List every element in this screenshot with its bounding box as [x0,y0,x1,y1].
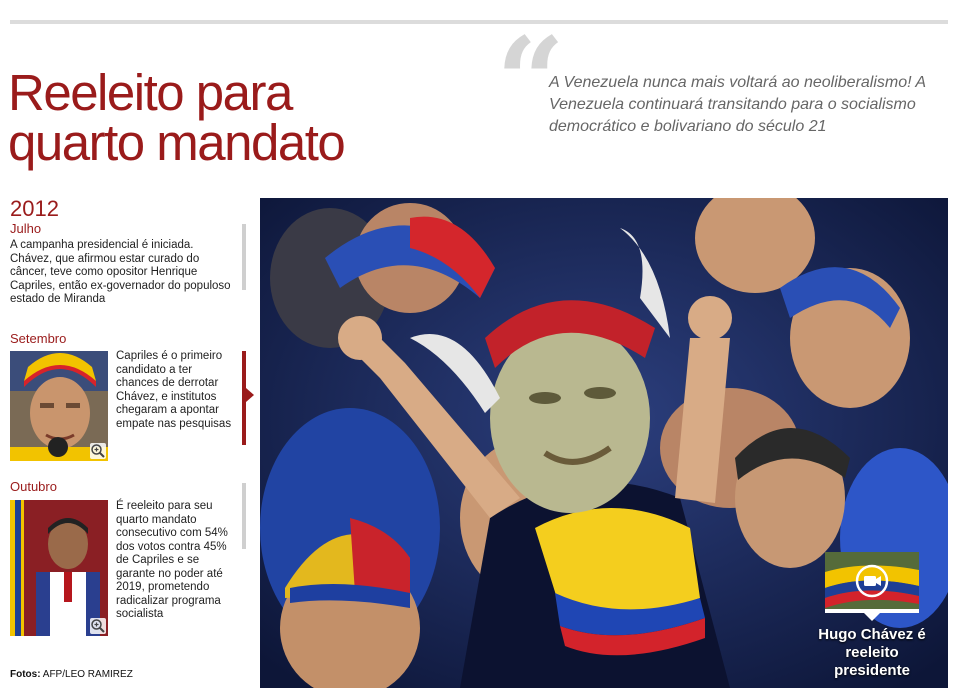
timeline-event-outubro[interactable] [10,479,235,497]
top-rule [10,20,948,24]
page-title-line-1: Reeleito para [8,64,292,121]
magnifier-plus-icon[interactable] [90,618,106,634]
chavez-photo[interactable] [10,500,108,636]
timeline-event-julho[interactable] [10,221,235,307]
photo-credit-label: Fotos: [10,669,41,680]
photo-credit [10,669,133,680]
pull-quote: A Venezuela nunca mais voltará ao neoliberalismo! A Venezuela continuará transitando para o socialismo democrático e bolivariano do século 21 [549,74,926,135]
timeline-pointer-icon [246,388,254,402]
timeline-event-setembro[interactable] [10,331,235,349]
page-title [8,64,345,171]
timeline-year: 2012 [10,196,59,221]
capriles-photo[interactable] [10,351,108,461]
flag-video-preview [825,552,919,610]
event-month: Julho [10,221,42,236]
page-title-line-2: quarto mandato [8,114,345,171]
quote-mark-icon: “ [496,11,566,152]
video-caption[interactable]: Hugo Chávez é reeleito presidente [818,626,926,679]
main-photo[interactable] [260,198,948,688]
event-text: É reeleito para seu quarto mandato consecutivo com 54% dos votos contra 45% de Capriles e se garante no poder até 2019, prometendo radicalizar programa socialista [116,500,228,620]
chavez-portrait [10,500,108,636]
timeline-divider-julho [242,224,246,290]
crowd-celebration-image [260,198,948,688]
video-thumbnail[interactable] [825,552,919,610]
event-text: A campanha presidencial é iniciada. Chávez, que afirmou estar curado do câncer, teve como opositor Henrique Capriles, então ex-governador do populoso estado de Miranda [10,239,231,305]
timeline-divider-outubro [242,483,246,549]
magnifier-plus-icon[interactable] [90,443,106,459]
video-pointer-notch [864,613,880,621]
event-month: Outubro [10,479,57,494]
event-text: Capriles é o primeiro candidato a ter chances de derrotar Chávez, e institutos chegaram a apontar empate nas pesquisas [116,350,232,430]
event-month: Setembro [10,331,67,346]
photo-credit-source: AFP/LEO RAMIREZ [42,669,133,680]
